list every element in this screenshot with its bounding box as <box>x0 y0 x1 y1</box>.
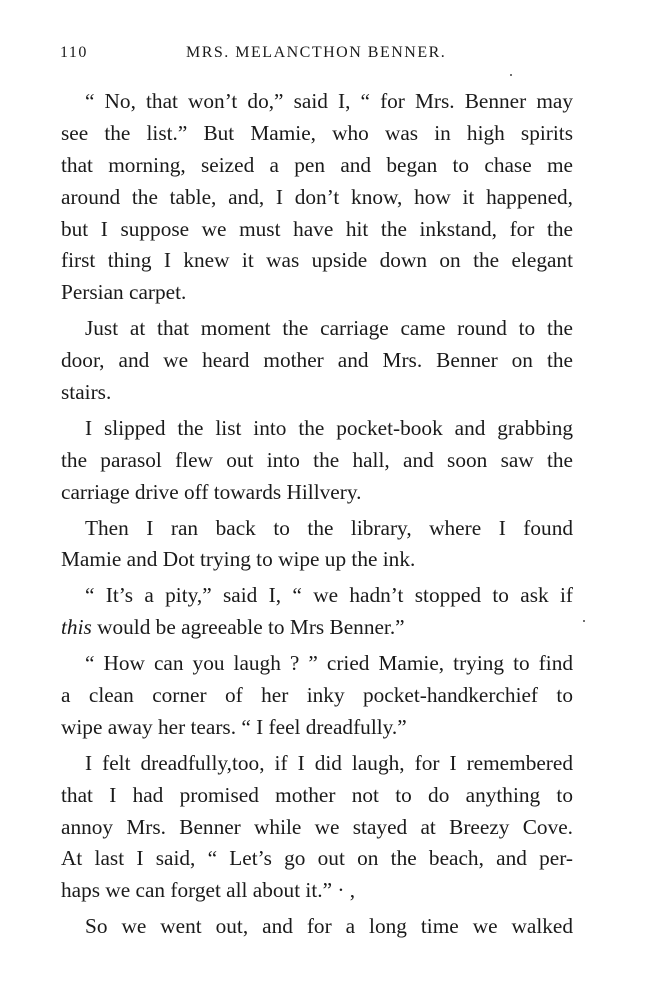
paragraph-felt-dreadfully <box>61 748 573 907</box>
text-line: that I had promised mother not to do anything to <box>61 782 573 807</box>
text-line: but I suppose we must have hit the inkstand, for the <box>61 216 573 241</box>
paragraph-library <box>61 513 573 577</box>
text-line: carriage drive off towards Hillvery. <box>61 479 362 504</box>
text-line: this would be agreeable to Mrs Benner.” <box>61 615 405 640</box>
paragraph-no-that-wont-do <box>61 86 573 309</box>
text-line: door, and we heard mother and Mrs. Benner on the <box>61 348 573 373</box>
text-line: Mamie and Dot trying to wipe up the ink. <box>61 547 416 572</box>
text-line: I felt dreadfully,too, if I did laugh, for I remembered <box>85 750 573 775</box>
print-speck <box>510 74 512 76</box>
page-header <box>60 44 576 74</box>
text-line: At last I said, “ Let’s go out on the beach, and per- <box>61 846 573 871</box>
paragraph-slipped-list <box>61 413 573 509</box>
page-number: 110 <box>60 44 88 61</box>
text-line: first thing I knew it was upside down on the elegant <box>61 248 573 273</box>
text-line: around the table, and, I don’t know, how it happened, <box>61 184 573 209</box>
text-line: Then I ran back to the library, where I found <box>85 515 573 540</box>
paragraph-pity <box>61 580 573 644</box>
text-line: Just at that moment the carriage came round to the <box>85 316 573 341</box>
text-line: So we went out, and for a long time we walked <box>85 914 573 939</box>
text-line: a clean corner of her inky pocket-handkerchief to <box>61 683 573 708</box>
body-text <box>61 86 573 943</box>
text-line: the parasol flew out into the hall, and soon saw the <box>61 447 573 472</box>
text-line: “ How can you laugh ? ” cried Mamie, trying to find <box>85 651 573 676</box>
print-speck <box>583 620 585 622</box>
text-line: Persian carpet. <box>61 280 187 305</box>
text-line: “ It’s a pity,” said I, “ we hadn’t stopped to ask if <box>85 583 573 608</box>
text-line: wipe away her tears. “ I feel dreadfully.” <box>61 714 407 739</box>
paragraph-carriage <box>61 313 573 409</box>
text-line: that morning, seized a pen and began to chase me <box>61 152 573 177</box>
paragraph-how-can-you-laugh <box>61 648 573 744</box>
running-head: MRS. MELANCTHON BENNER. <box>186 44 447 61</box>
text-line: annoy Mrs. Benner while we stayed at Breezy Cove. <box>61 814 573 839</box>
text-line: I slipped the list into the pocket-book and grabbing <box>85 415 573 440</box>
text-line: see the list.” But Mamie, who was in high spirits <box>61 120 573 145</box>
paragraph-went-out <box>61 911 573 943</box>
text-line: stairs. <box>61 380 112 405</box>
text-line: “ No, that won’t do,” said I, “ for Mrs. Benner may <box>85 89 573 113</box>
text-line: haps we can forget all about it.” · , <box>61 878 356 903</box>
italic-word: this <box>61 615 92 640</box>
